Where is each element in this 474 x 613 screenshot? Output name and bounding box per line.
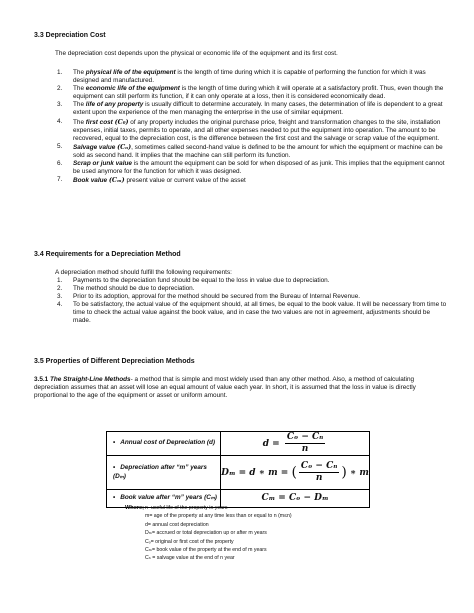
where-line: n -useful life of the property in years: [145, 505, 228, 511]
where-line: Dₘ= accrued or total depreciation up or after m years: [145, 530, 267, 537]
list-number: 4.: [57, 117, 63, 125]
list-number: 1.: [57, 277, 63, 284]
term: Salvage value: [73, 143, 116, 151]
list-number: 3.: [57, 293, 63, 301]
text: is the length of time during which it will operate at a satisfactory profit. Thus, even though the equipment can still perform its function, if it can only operate at a loss, then it is considered economically dead.: [73, 85, 444, 101]
list-number: 7.: [57, 176, 63, 184]
text: The: [73, 85, 86, 93]
text: The: [73, 118, 86, 126]
subsection-3-5-1: [34, 376, 446, 400]
text: is the amount the equipment can be sold for when disposed of as junk. This implies that the equipment cannot be used anymore for the function for which it was designed.: [73, 160, 445, 176]
text: is usually difficult to determine accurately. In many cases, the determination of life is dependent to a great extent upon the experience of the men managing the enterprise in the use of similar equipment.: [73, 101, 443, 117]
where-line: m= age of the property at any time less than or equal to n (m≤n): [145, 513, 292, 520]
list-item: [55, 143, 447, 160]
text: is the length of time during which it is capable of performing the function for which it was designed and manufactured.: [73, 69, 426, 85]
formula-label: • Depreciation after “m” years (Dₘ): [107, 456, 221, 490]
formula-row: [107, 432, 370, 456]
term: economic life of the equipment: [85, 85, 180, 93]
formula-accumulated-depreciation: Dₘ = d ∗ m = ( $\frac{\text{Cₒ − Cₙ}}{n}$ ) ∗ m: [221, 456, 370, 490]
list-item: [55, 101, 447, 117]
list-item: [55, 176, 447, 185]
formula-table: [106, 431, 370, 508]
term: life of any property: [85, 101, 144, 109]
where-label: Where;: [125, 505, 144, 511]
text: present value or current value of the asset: [124, 177, 246, 185]
list-number: 2.: [57, 285, 63, 293]
symbol: (Cₘ): [108, 176, 125, 185]
list-number: 5.: [57, 142, 63, 150]
symbol: (C₀): [114, 117, 129, 126]
term: Scrap or junk value: [73, 160, 132, 168]
section-heading-3-3: 3.3 Depreciation Cost: [34, 32, 106, 39]
list-3-4: [55, 277, 447, 326]
section-intro-3-3: The depreciation cost depends upon the physical or economic life of the equipment and its first cost.: [55, 50, 338, 57]
text: The: [73, 101, 86, 109]
where-line: Cₙ = salvage value at the end of n year: [145, 555, 235, 562]
symbol: (Cₙ): [117, 142, 132, 151]
where-list: [145, 504, 345, 563]
section-intro-3-4: A depreciation method should fulfill the following requirements:: [55, 269, 232, 276]
list-item: [55, 293, 447, 301]
list-number: 4.: [57, 301, 63, 309]
term: Book value: [73, 177, 108, 185]
list-item: [55, 277, 447, 285]
list-number: 2.: [57, 85, 63, 93]
where-line: Cₘ= book value of the property at the end of m years: [145, 547, 267, 554]
list-number: 6.: [57, 160, 63, 168]
list-item: [55, 118, 447, 143]
subsection-title: The Straight-Line Methods: [50, 376, 131, 383]
where-line: d= annual cost depreciation: [145, 521, 209, 528]
text: Payments to the depreciation fund should be equal to the loss in value due to depreciation.: [73, 277, 330, 284]
list-number: 3.: [57, 101, 63, 109]
formula-annual-depreciation: d = $\frac{\text{Cₒ − Cₙ}}{n}$: [221, 432, 370, 456]
subsection-text: - a method that is simple and most widely used than any other method. Also, a method of calculating depreciation assumes that an asset will lose an equal amount of value each year. In short, it is assumed that the loss in value is directly proportional to the age of the equipment or asset or uniform amount.: [34, 376, 416, 400]
list-item: [55, 85, 447, 101]
section-heading-3-4: 3.4 Requirements for a Depreciation Method: [34, 251, 181, 258]
where-line: Cₒ= original or first cost of the property: [145, 538, 234, 545]
text: The method should be due to depreciation.: [73, 285, 195, 293]
text: The: [73, 69, 86, 76]
list-item: [55, 160, 447, 176]
list-item: [55, 301, 447, 325]
term: first cost: [85, 118, 113, 126]
subsection-number: 3.5.1: [34, 376, 49, 383]
text: To be satisfactory, the actual value of the equipment should, at all times, be equal to the book value. It will be necessary from time to time to check the actual value against the book value, and in case the two values are not in agreement, adjustments should be made.: [73, 301, 447, 325]
formula-label: • Book value after “m” years (Cₘ): [107, 490, 221, 508]
list-item: [55, 285, 447, 293]
text: Prior to its adoption, approval for the method should be secured from the Bureau of Internal Revenue.: [73, 293, 361, 301]
text: of any property includes the original purchase price, freight and transformation changes to the site, installation expenses, initial taxes, permits to operate, and all other expenses needed to put the equipment into operation. The amount to be recovered, equal to the depreciation cost, is the difference between the first cost and the salvage or scrap value of the equipment.: [73, 118, 441, 142]
formula-row: [107, 456, 370, 490]
list-number: 1.: [57, 69, 63, 76]
term: physical life of the equipment: [85, 69, 176, 76]
text: , sometimes called second-hand value is defined to be the amount for which the equipment or machine can be sold as second hand. It implies that the machine can still perform its function.: [73, 143, 443, 159]
section-heading-3-5: 3.5 Properties of Different Depreciation Methods: [34, 358, 195, 365]
formula-book-value: Cₘ = Cₒ − Dₘ: [221, 490, 370, 508]
list-item: [55, 69, 447, 85]
list-3-3: [55, 69, 447, 185]
formula-label: • Annual cost of Depreciation (d): [107, 432, 221, 456]
